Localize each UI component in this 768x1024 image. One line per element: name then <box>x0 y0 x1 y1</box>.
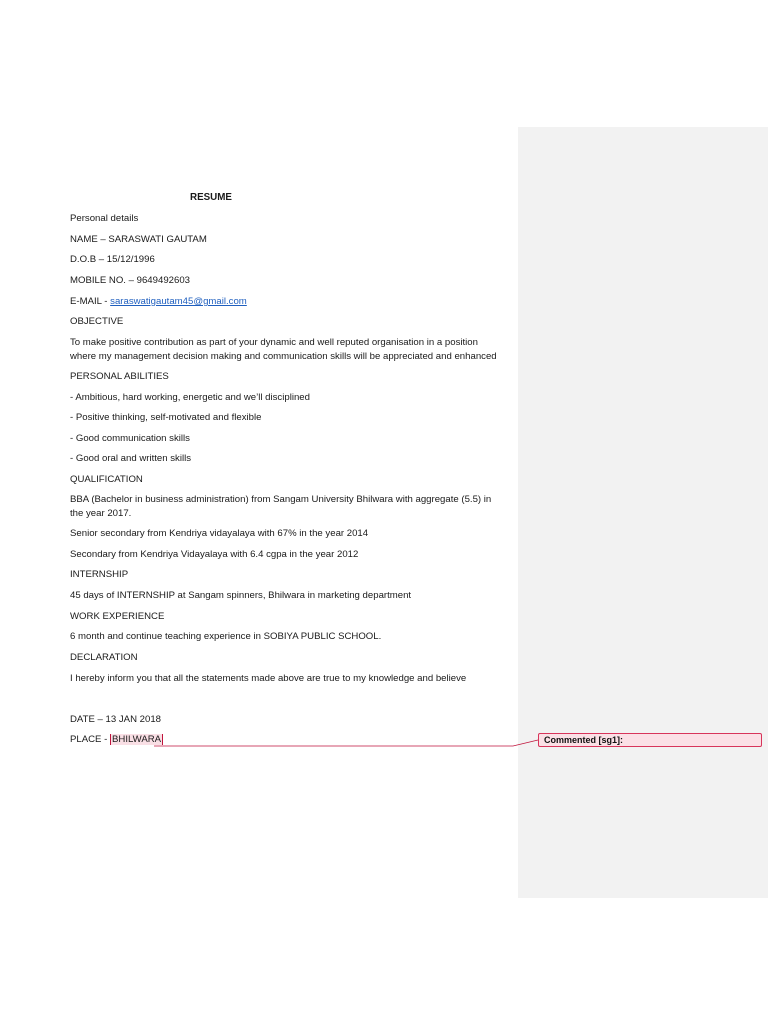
work-line: 6 month and continue teaching experience in SOBIYA PUBLIC SCHOOL. <box>70 631 382 642</box>
comment-anchor[interactable]: BHILWARA <box>112 734 162 745</box>
ability-item: - Positive thinking, self-motivated and flexible <box>70 412 262 423</box>
qualification-bba-line-2: the year 2017. <box>70 508 132 519</box>
email-link[interactable]: saraswatigautam45@gmail.com <box>110 296 247 307</box>
work-heading: WORK EXPERIENCE <box>70 611 165 622</box>
date-line: DATE – 13 JAN 2018 <box>70 714 162 725</box>
dob-line: D.O.B – 15/12/1996 <box>70 254 155 265</box>
qualification-secondary: Secondary from Kendriya Vidayalaya with 6.4 cgpa in the year 2012 <box>70 549 359 560</box>
email-label: E-MAIL - <box>70 296 111 307</box>
comment-label: Commented [sg1]: <box>544 735 624 745</box>
internship-line: 45 days of INTERNSHIP at Sangam spinners, Bhilwara in marketing department <box>70 590 412 601</box>
declaration-line: I hereby inform you that all the statements made above are true to my knowledge and believe <box>70 673 467 684</box>
comment-balloon[interactable] <box>538 733 762 747</box>
place-label: PLACE - <box>70 734 110 745</box>
place-line <box>70 734 163 746</box>
ability-item: - Good oral and written skills <box>70 453 192 464</box>
resume-title: RESUME <box>190 192 232 203</box>
personal-details-heading: Personal details <box>70 213 139 224</box>
objective-line-1: To make positive contribution as part of your dynamic and well reputed organisation in a position <box>70 337 478 348</box>
objective-line-2: where my management decision making and communication skills will be appreciated and enhanced <box>70 351 497 362</box>
qualification-heading: QUALIFICATION <box>70 474 143 485</box>
qualification-bba-line-1: BBA (Bachelor in business administration) from Sangam University Bhilwara with aggregate (5.5) in <box>70 494 492 505</box>
ability-item: - Good communication skills <box>70 433 190 444</box>
mobile-line: MOBILE NO. – 9649492603 <box>70 275 190 286</box>
ability-item: - Ambitious, hard working, energetic and we’ll disciplined <box>70 392 310 403</box>
comment-pane <box>518 127 768 898</box>
qualification-senior: Senior secondary from Kendriya vidayalaya with 67% in the year 2014 <box>70 528 369 539</box>
objective-heading: OBJECTIVE <box>70 316 124 327</box>
abilities-heading: PERSONAL ABILITIES <box>70 371 169 382</box>
email-line <box>70 296 247 308</box>
declaration-heading: DECLARATION <box>70 652 138 663</box>
internship-heading: INTERNSHIP <box>70 569 129 580</box>
name-line: NAME – SARASWATI GAUTAM <box>70 234 207 245</box>
